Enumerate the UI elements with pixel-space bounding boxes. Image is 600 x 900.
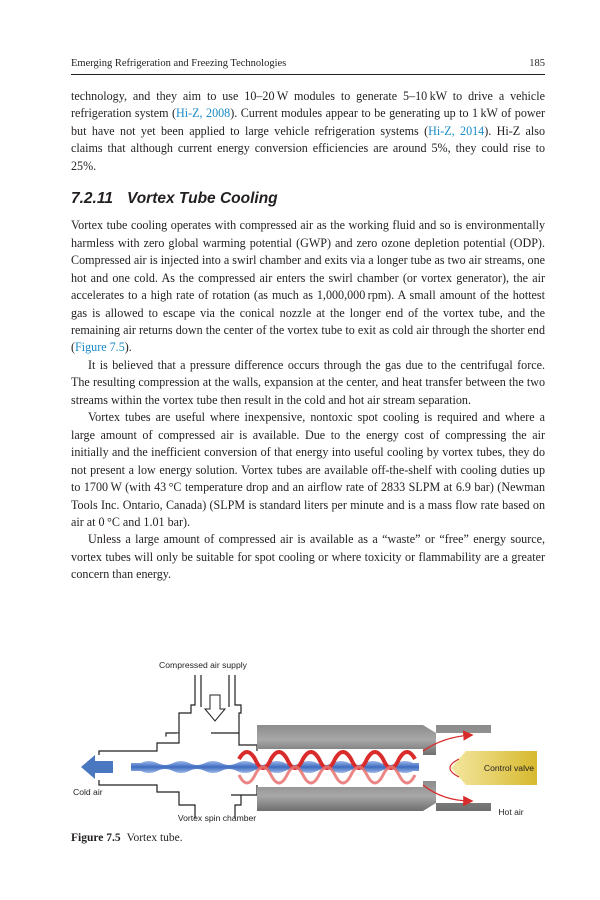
figure-reference-link[interactable]: Figure 7.5 xyxy=(75,340,125,355)
vortex-tube-diagram xyxy=(71,655,545,830)
paragraph-3: Vortex tubes are useful where inexpensive, nontoxic spot cooling is required and where a large amount of compressed air is available. Due to the energy cost of compressing the air initially and the inefficient conversion of that energy into useful cooling by vortex tubes, they do not present a low energy solution. Vortex tubes are available off-the-shelf with cooling duties up to 1700 W (with 43 °C temperature drop and an airflow rate of 2833 SLPM at 6.9 bar) (Newman Tools Inc. Ontario, Canada) (SLPM is standard liters per minute and is a mass flow rate based on air at 0 °C and 1.01 bar). xyxy=(71,410,545,529)
tube-wall-bottom xyxy=(257,781,436,811)
section-title: Vortex Tube Cooling xyxy=(126,190,278,208)
intro-text-2: ). Current modules appear to be generating up to 1 kW of power but have not yet been applied to large vehicle refrigeration systems ( xyxy=(71,106,546,138)
body-text xyxy=(71,88,545,584)
hot-air-label: Hot air xyxy=(498,807,524,817)
intro-text-1: technology, and they aim to use 10–20 W modules to generate 5–10 kW to drive a vehicle refrigeration system ( xyxy=(71,89,545,121)
paragraph-1-text-a: Vortex tube cooling operates with compressed air as the working fluid and so is environmentally harmless with zero global warming potential (GWP) and zero ozone depletion potential (ODP). Compressed air is injected into a swirl chamber and exits via a longer tube as two air streams, one hot and one cold. As the compressed air enters the swirl chamber (or vortex generator), the air accelerates to a high rate of rotation (as much as 1,000,000 rpm). A small amount of the hottest gas is allowed to escape via the conical nozzle at the longer end of the vortex tube, and the remaining air returns down the center of the vortex tube to exit as cold air through the shorter end ( xyxy=(71,218,545,355)
caption-label: Figure 7.5 xyxy=(71,832,121,844)
header-rule xyxy=(71,74,545,75)
running-header xyxy=(71,57,545,71)
cold-air-label: Cold air xyxy=(73,787,103,797)
paragraph-4: Unless a large amount of compressed air is available as a “waste” or “free” energy source, vortex tubes will only be suitable for spot cooling or where toxicity or flammability are a greater concern than energy. xyxy=(71,532,545,582)
citation-hi-z-2014[interactable]: Hi-Z, 2014 xyxy=(428,123,485,138)
cold-air-arrow xyxy=(81,755,113,779)
page-number: 185 xyxy=(529,58,545,69)
intro-text-3: ). Hi-Z also claims that although current energy conversion efficiencies are around 5%, they could rise to 25%. xyxy=(71,123,546,173)
vortex-tube-figure xyxy=(71,655,545,830)
paragraph-1 xyxy=(71,217,545,357)
figure-caption xyxy=(71,831,183,846)
intro-paragraph xyxy=(71,88,545,175)
swirl-chamber-body xyxy=(99,733,257,818)
section-heading xyxy=(71,189,545,209)
section-number: 7.2.11 xyxy=(71,190,113,208)
control-valve-label: Control valve xyxy=(483,763,535,773)
vortex-chamber-label: Vortex spin chamber xyxy=(177,813,257,823)
caption-text: Vortex tube. xyxy=(126,832,183,844)
inlet-pipe xyxy=(166,675,241,743)
paragraph-1-text-b: ). xyxy=(124,340,132,355)
book-title: Emerging Refrigeration and Freezing Technologies xyxy=(71,58,287,69)
cold-core-stream xyxy=(131,761,419,773)
paragraph-2: It is believed that a pressure difference occurs through the gas due to the centrifugal force. The resulting compression at the walls, expansion at the center, and heat transfer between the two streams within the vortex tube then result in the cold and hot air stream separation. xyxy=(71,357,545,407)
inlet-flow-arrow xyxy=(205,695,225,721)
citation-hi-z-2008[interactable]: Hi-Z, 2008 xyxy=(176,106,231,121)
compressed-air-label: Compressed air supply xyxy=(159,660,247,670)
